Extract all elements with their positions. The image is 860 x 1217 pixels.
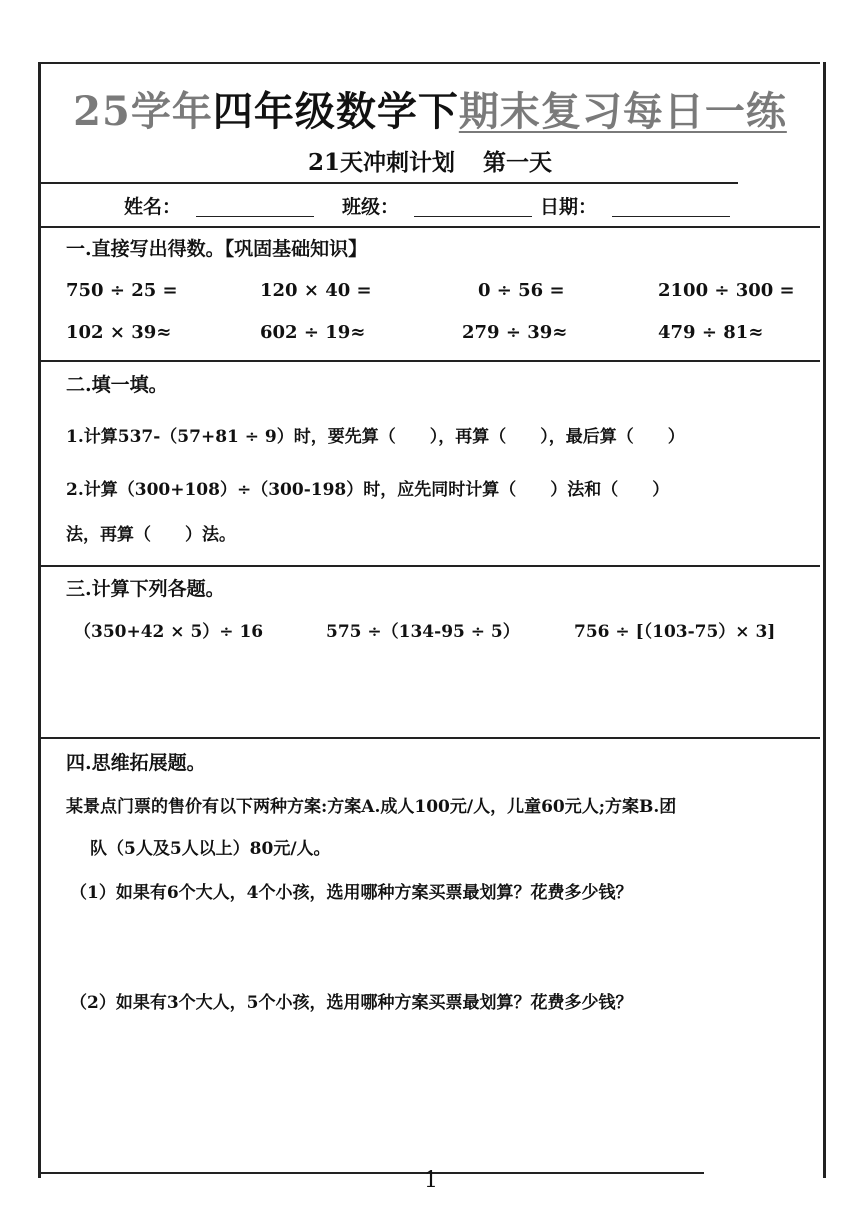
header-divider (38, 182, 738, 184)
info-divider (38, 226, 820, 228)
bottom-border (38, 1172, 704, 1174)
name-label: 姓名： (124, 196, 182, 218)
calc-problem: （350+42 × 5）÷ 16 (74, 622, 264, 642)
name-blank[interactable] (196, 216, 314, 217)
estimate-item: 479 ÷ 81≈ (658, 322, 764, 343)
fill-question-2-cont: 法，再算（ ）法。 (66, 525, 236, 545)
oral-calc-item: 750 ÷ 25 = (66, 280, 178, 301)
class-blank[interactable] (414, 216, 532, 217)
section1-divider (38, 360, 820, 362)
page-number: 1 (424, 1168, 438, 1193)
class-label: 班级： (342, 196, 400, 218)
title-year: 25学年 (73, 88, 213, 135)
section2-divider (38, 565, 820, 567)
oral-calc-item: 0 ÷ 56 = (478, 280, 565, 301)
plan-label: 21天冲刺计划 (307, 149, 455, 176)
page-title (0, 80, 860, 137)
problem-description: 某景点门票的售价有以下两种方案:方案A.成人100元/人，儿童60元人;方案B.团 (66, 797, 677, 817)
page-subtitle (0, 144, 860, 177)
problem-description-cont: 队（5人及5人以上）80元/人。 (90, 839, 331, 859)
date-blank[interactable] (612, 216, 730, 217)
date-label: 日期： (540, 196, 598, 218)
section3-title: 三.计算下列各题。 (66, 578, 225, 600)
section3-divider (38, 737, 820, 739)
word-question-1: （1）如果有6个大人，4个小孩，选用哪种方案买票最划算？花费多少钱？ (70, 883, 633, 903)
oral-calc-item: 120 × 40 = (260, 280, 372, 301)
calc-problem: 575 ÷（134-95 ÷ 5） (326, 622, 520, 642)
oral-calc-item: 2100 ÷ 300 = (658, 280, 795, 301)
estimate-item: 279 ÷ 39≈ (462, 322, 568, 343)
title-grade: 四年级数学下 (212, 88, 459, 135)
section2-title: 二.填一填。 (66, 374, 168, 396)
section1-title: 一.直接写出得数。【巩固基础知识】 (66, 238, 368, 260)
estimate-item: 602 ÷ 19≈ (260, 322, 366, 343)
estimate-item: 102 × 39≈ (66, 322, 172, 343)
section4-title: 四.思维拓展题。 (66, 752, 206, 774)
calc-problem: 756 ÷ [（103-75）× 3] (574, 622, 776, 642)
word-question-2: （2）如果有3个大人，5个小孩，选用哪种方案买票最划算？花费多少钱？ (70, 993, 633, 1013)
fill-question-1: 1.计算537-（57+81 ÷ 9）时，要先算（ ），再算（ ），最后算（ ） (66, 427, 685, 447)
day-label: 第一天 (483, 149, 552, 176)
title-review: 期末复习每日一练 (458, 88, 787, 135)
top-border (38, 62, 820, 64)
fill-question-2: 2.计算（300+108）÷（300-198）时，应先同时计算（ ）法和（ ） (66, 480, 670, 500)
